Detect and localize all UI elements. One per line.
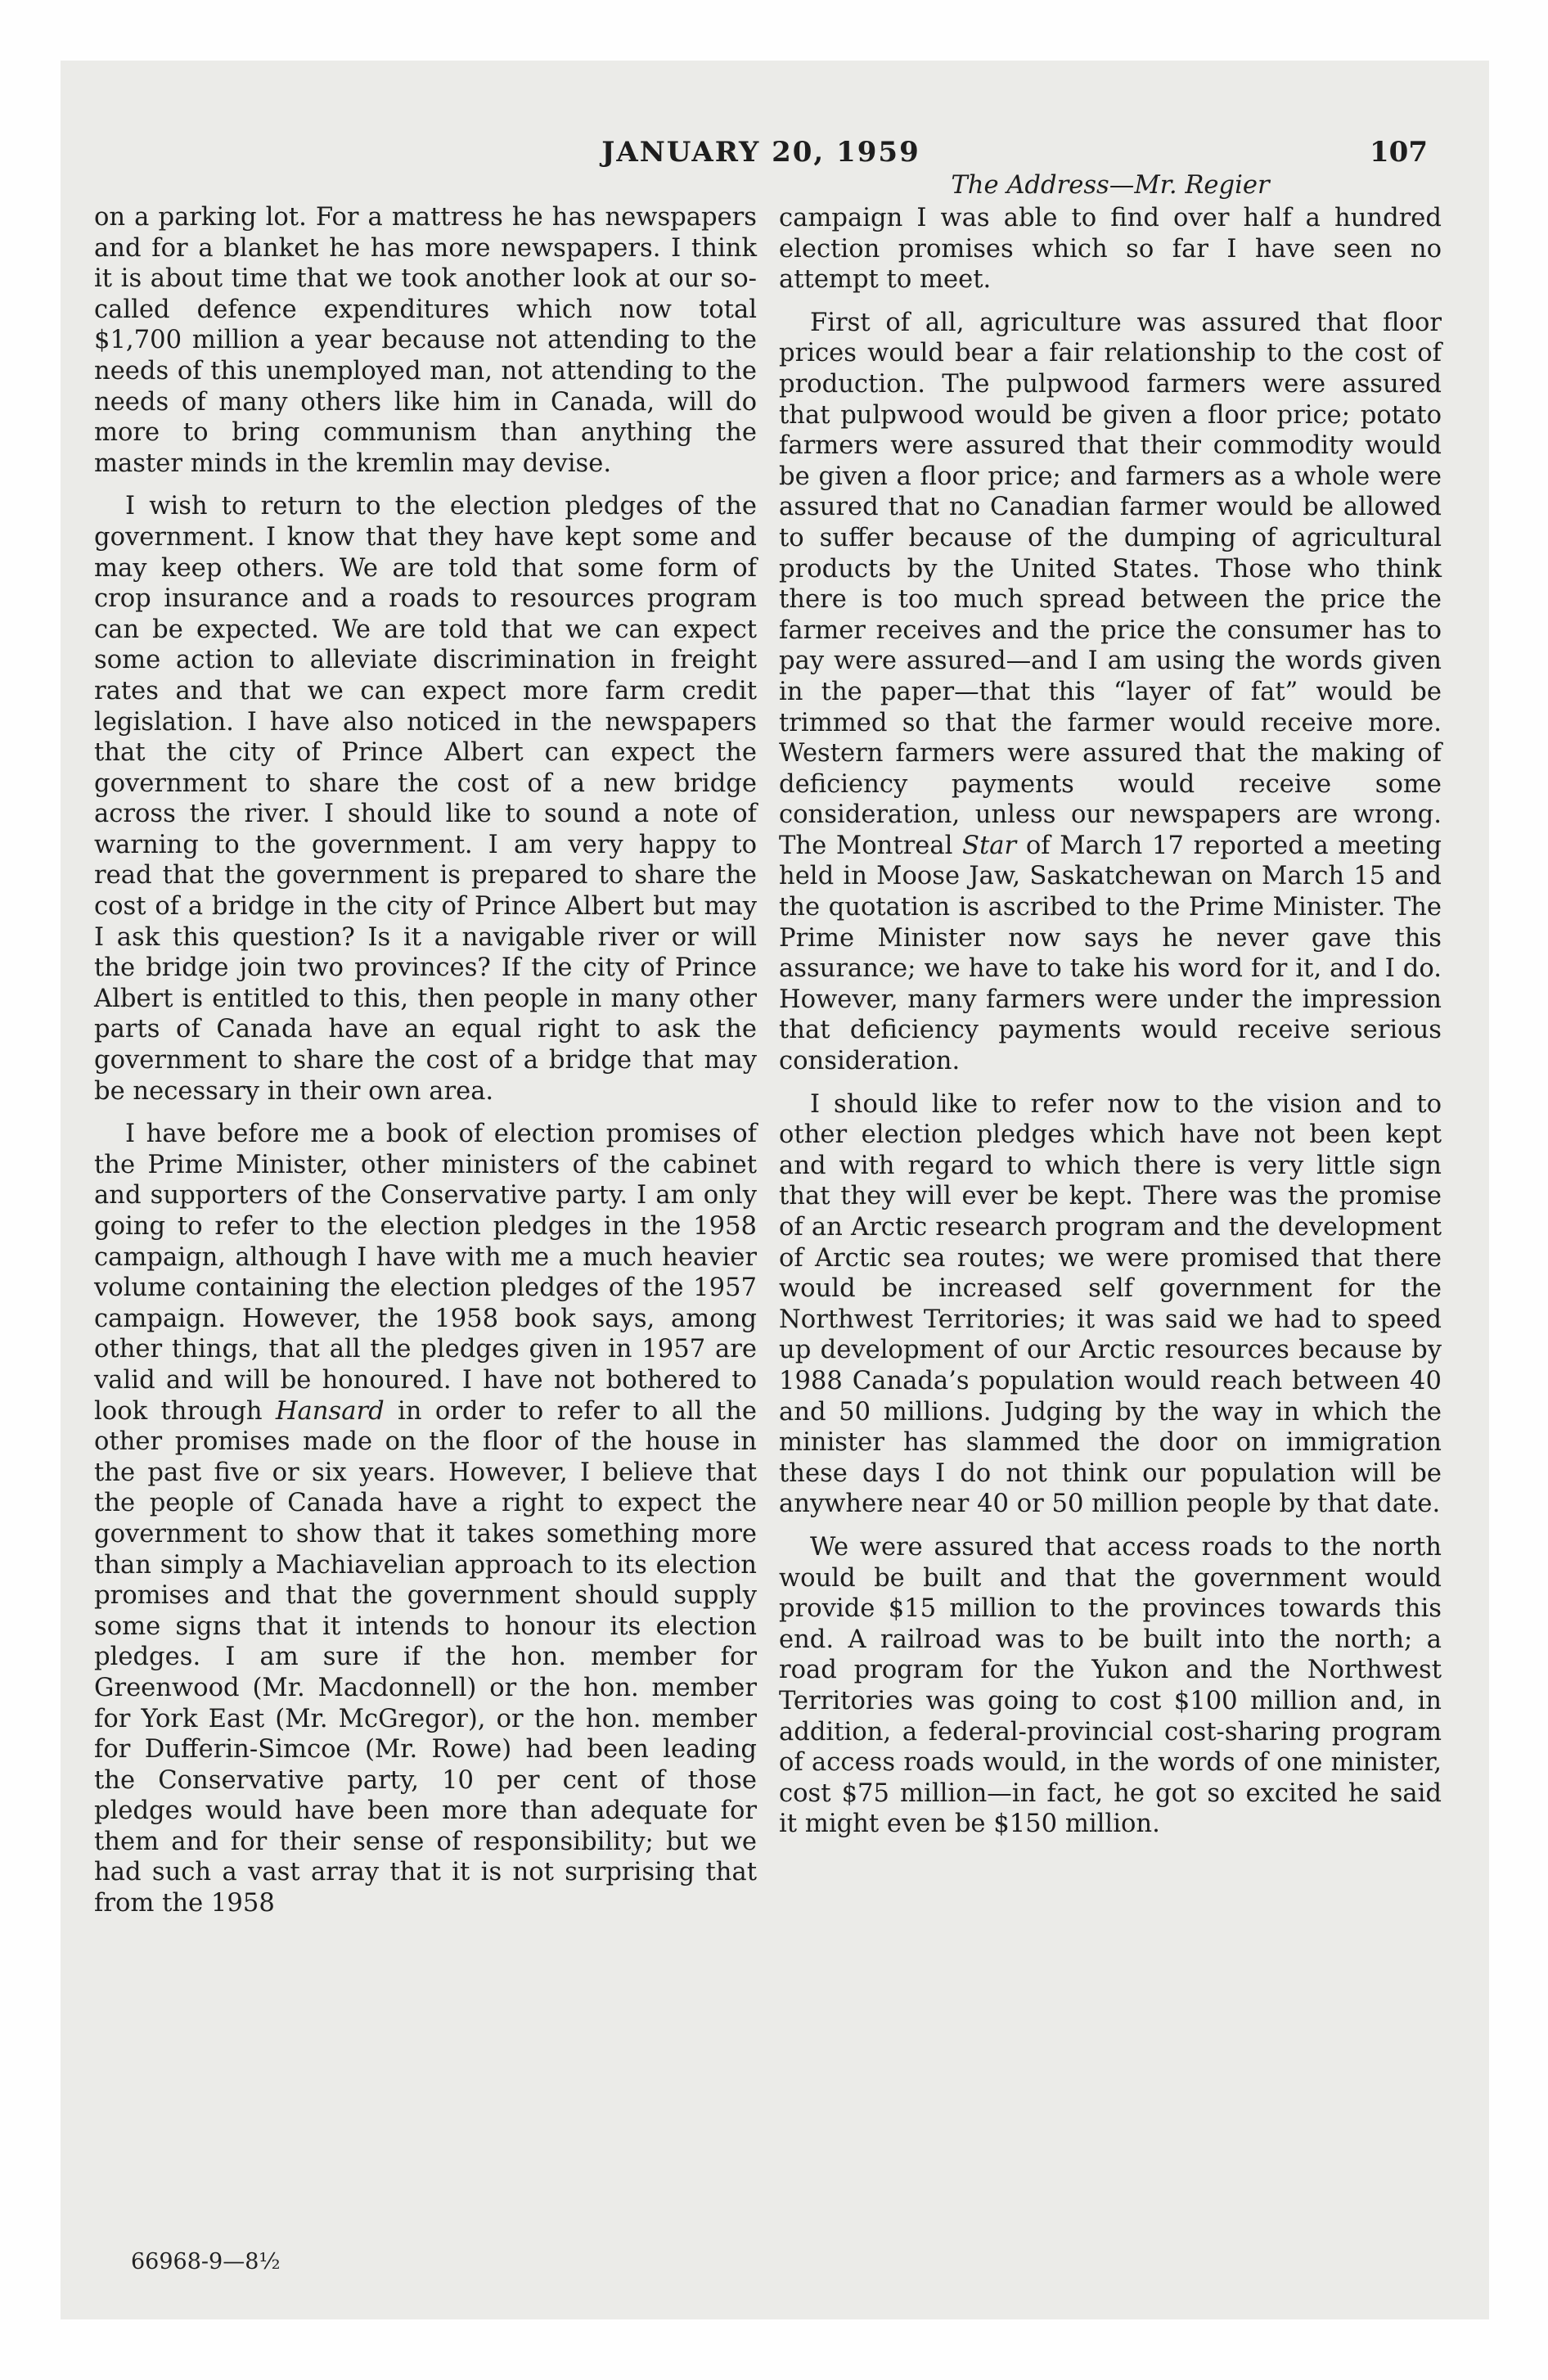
running-head: The Address—Mr. Regier bbox=[951, 171, 1270, 200]
left-paragraph-3-part-b: in order to refer to all the other promises made on the floor of the house in the past five or six years. However, I believe that the people of Canada have a right to expect the government to show that it takes something more than simply a Machiavelian approach to its election promises and that the government should supply some signs that it intends to honour its election pledges. I am sure if the hon. member for Greenwood (Mr. Macdonnell) or the hon. member for York East (Mr. McGregor), or the hon. member for Dufferin-Simcoe (Mr. Rowe) had been leading the Conservative party, 10 per cent of those pledges would have been more than adequate for them and for their sense of responsibility; but we had such a vast array that it is not surprising that from the 1958 bbox=[94, 1396, 757, 1918]
page-date: JANUARY 20, 1959 bbox=[601, 136, 920, 169]
star-newspaper-title: Star bbox=[962, 831, 1017, 860]
right-paragraph-2-part-b: of March 17 reported a meeting held in Moose Jaw, Saskatchewan on March 15 and the quotation is ascribed to the Prime Minister. The Prime Minister now says he never gave this assurance; we have to take his word for it, and I do. However, many farmers were under the impression that deficiency payments would receive serious consideration. bbox=[779, 831, 1442, 1076]
left-paragraph-3-part-a: I have before me a book of election promises of the Prime Minister, other ministers of the cabinet and supporters of the Conservative party. I am only going to refer to the election pledges in the 1958 campaign, although I have with me a much heavier volume containing the election pledges of the 1957 campaign. However, the 1958 book says, among other things, that all the pledges given in 1957 are valid and will be honoured. I have not bothered to look through bbox=[94, 1120, 757, 1426]
left-column bbox=[94, 202, 757, 1931]
right-paragraph-4: We were assured that access roads to the north would be built and that the government would provide $15 million to the provinces towards this end. A railroad was to be built into the north; a road program for the Yukon and the Northwest Territories was going to cost $100 million and, in addition, a federal-provincial cost-sharing program of access roads would, in the words of one minister, cost $75 million—in fact, he got so excited he said it might even be $150 million. bbox=[779, 1532, 1442, 1839]
hansard-title: Hansard bbox=[275, 1396, 385, 1426]
right-paragraph-1: campaign I was able to find over half a hundred election promises which so far I have seen no attempt to meet. bbox=[779, 204, 1442, 295]
page-header bbox=[94, 136, 1428, 172]
right-paragraph-2 bbox=[779, 308, 1442, 1077]
left-paragraph-1: on a parking lot. For a mattress he has newspapers and for a blanket he has more newspapers. I think it is about time that we took another look at our so-called defence expenditures which now total $1,700 million a year because not attending to the needs of this unemployed man, not attending to the needs of many others like him in Canada, will do more to bring communism than anything the master minds in the kremlin may devise. bbox=[94, 203, 757, 478]
left-paragraph-2: I wish to return to the election pledges of the government. I know that they have kept some and may keep others. We are told that some form of crop insurance and a roads to resources program can be expected. We are told that we can expect some action to alleviate discrimination in freight rates and that we can expect more farm credit legislation. I have also noticed in the newspapers that the city of Prince Albert can expect the government to share the cost of a new bridge across the river. I should like to sound a note of warning to the government. I am very happy to read that the government is prepared to share the cost of a bridge in the city of Prince Albert but may I ask this question? Is it a navigable river or will the bridge join two provinces? If the city of Prince Albert is entitled to this, then people in many other parts of Canada have an equal right to ask the government to share the cost of a bridge that may be necessary in their own area. bbox=[94, 492, 757, 1106]
printer-code: 66968-9—8½ bbox=[131, 2249, 281, 2274]
page-number: 107 bbox=[1370, 136, 1428, 169]
left-paragraph-3 bbox=[94, 1119, 757, 1918]
right-column bbox=[779, 170, 1442, 1852]
right-paragraph-3: I should like to refer now to the vision and to other election pledges which have not been kept and with regard to which there is very little sign that they will ever be kept. There was the promise of an Arctic research program and the development of Arctic sea routes; we were promised that there would be increased self government for the Northwest Territories; it was said we had to speed up development of our Arctic resources because by 1988 Canada’s population would reach between 40 and 50 millions. Judging by the way in which the minister has slammed the door on immigration these days I do not think our population will be anywhere near 40 or 50 million people by that date. bbox=[779, 1089, 1442, 1519]
right-paragraph-2-part-a: First of all, agriculture was assured that floor prices would bear a fair relationship to the cost of production. The pulpwood farmers were assured that pulpwood would be given a floor price; potato farmers were assured that their commodity would be given a floor price; and farmers as a whole were assured that no Canadian farmer would be allowed to suffer because of the dumping of agricultural products by the United States. Those who think there is too much spread between the price the farmer receives and the price the consumer has to pay were assured—and I am using the words given in the paper—that this “layer of fat” would be trimmed so that the farmer would receive more. Western farmers were assured that the making of deficiency payments would receive some consideration, unless our newspapers are wrong. The Montreal bbox=[779, 308, 1442, 860]
